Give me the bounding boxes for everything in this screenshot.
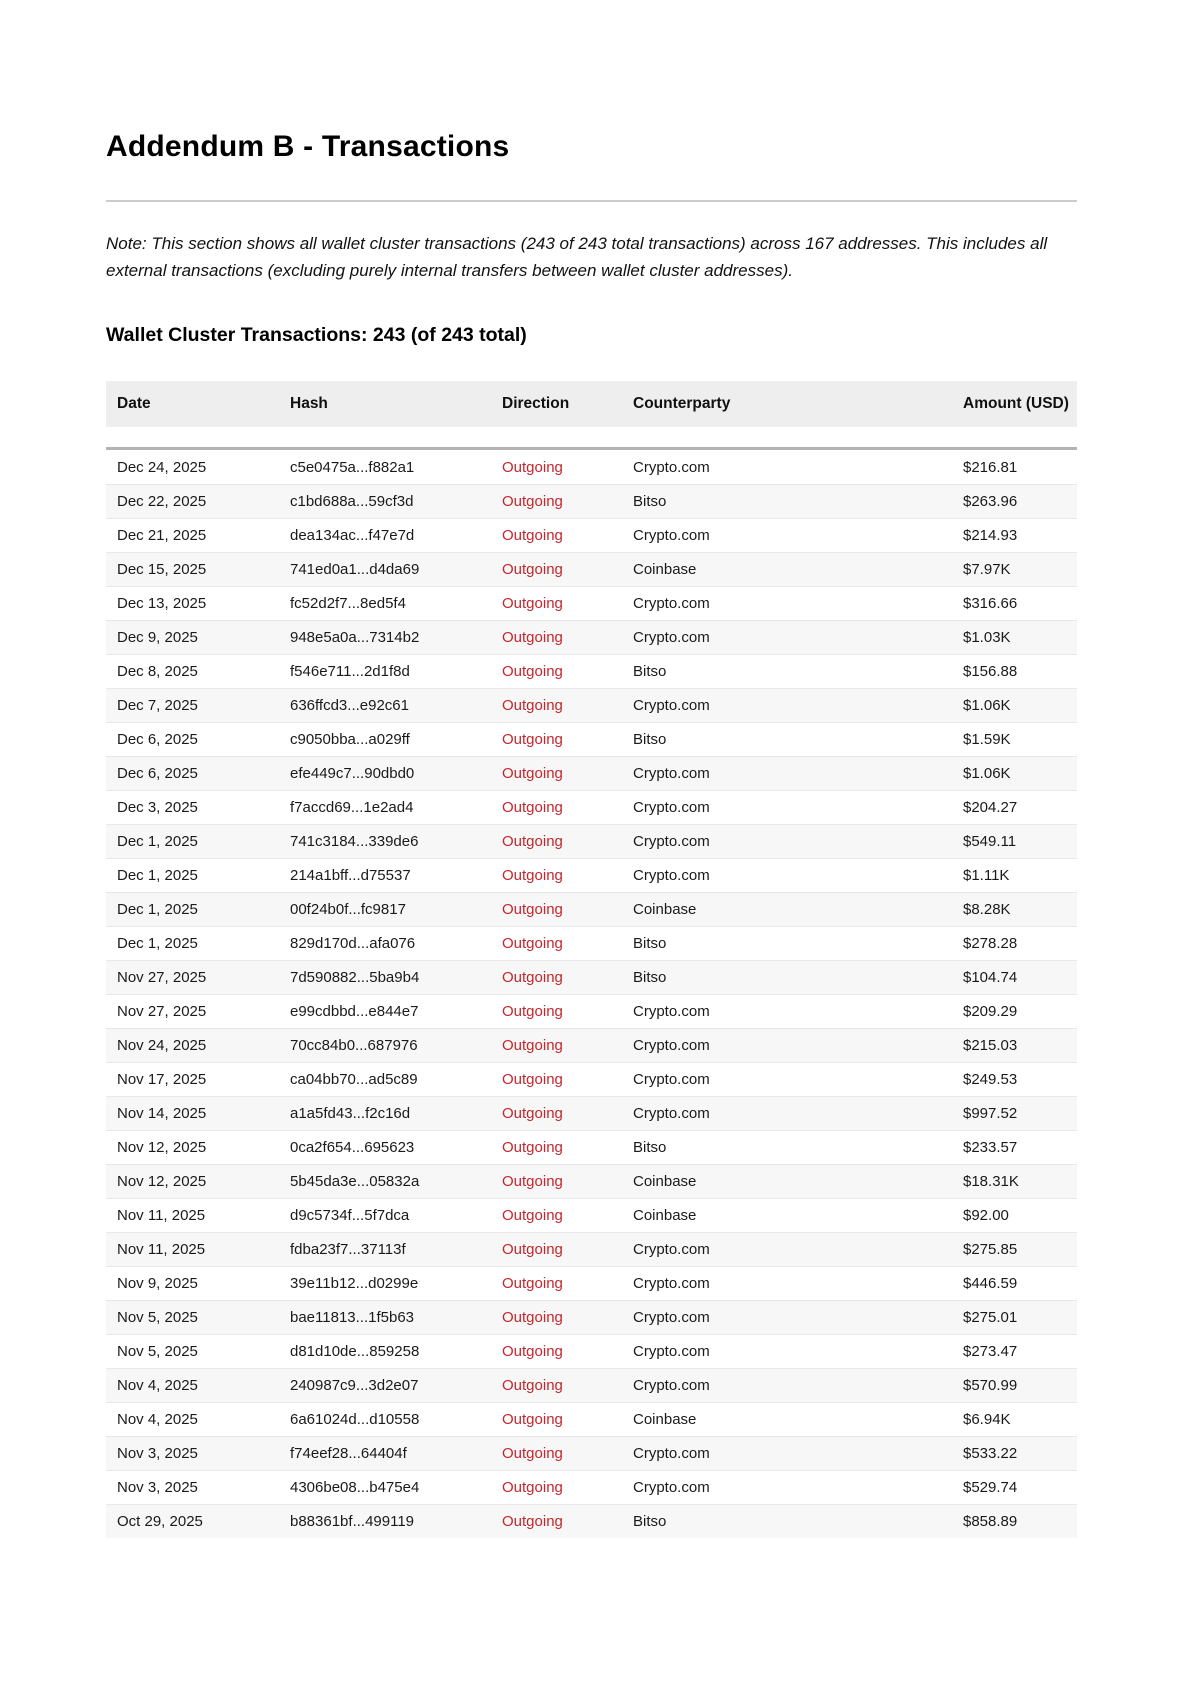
cell-date: Dec 13, 2025: [117, 595, 207, 612]
column-header-date: Date: [117, 395, 151, 412]
cell-direction: Outgoing: [502, 1479, 563, 1496]
cell-hash: c9050bba...a029ff: [290, 731, 410, 748]
table-row: [106, 1096, 1077, 1130]
cell-counterparty: Bitso: [633, 969, 667, 986]
cell-date: Dec 21, 2025: [117, 527, 207, 544]
cell-counterparty: Coinbase: [633, 901, 697, 918]
cell-direction: Outgoing: [502, 697, 563, 714]
transactions-table: [106, 381, 1077, 1538]
cell-counterparty: Crypto.com: [633, 527, 710, 544]
cell-counterparty: Crypto.com: [633, 1105, 710, 1122]
cell-hash: b88361bf...499119: [290, 1513, 415, 1530]
table-row: [106, 858, 1077, 892]
cell-hash: 4306be08...b475e4: [290, 1479, 420, 1496]
cell-hash: 70cc84b0...687976: [290, 1037, 418, 1054]
cell-hash: f7accd69...1e2ad4: [290, 799, 414, 816]
cell-counterparty: Crypto.com: [633, 1377, 710, 1394]
cell-hash: 7d590882...5ba9b4: [290, 969, 420, 986]
cell-direction: Outgoing: [502, 1309, 563, 1326]
cell-date: Nov 14, 2025: [117, 1105, 207, 1122]
cell-date: Dec 9, 2025: [117, 629, 198, 646]
cell-counterparty: Crypto.com: [633, 833, 710, 850]
cell-direction: Outgoing: [502, 1071, 563, 1088]
cell-amount: $275.01: [963, 1309, 1018, 1326]
column-header-counterparty: Counterparty: [633, 395, 731, 412]
cell-direction: Outgoing: [502, 1343, 563, 1360]
cell-direction: Outgoing: [502, 1173, 563, 1190]
cell-counterparty: Coinbase: [633, 1411, 697, 1428]
cell-counterparty: Crypto.com: [633, 799, 710, 816]
cell-counterparty: Bitso: [633, 935, 667, 952]
cell-date: Dec 1, 2025: [117, 833, 198, 850]
cell-amount: $446.59: [963, 1275, 1018, 1292]
cell-direction: Outgoing: [502, 969, 563, 986]
table-row: [106, 1062, 1077, 1096]
cell-hash: 6a61024d...d10558: [290, 1411, 420, 1428]
table-row: [106, 688, 1077, 722]
table-body: [106, 447, 1077, 1538]
table-row: [106, 926, 1077, 960]
cell-hash: 00f24b0f...fc9817: [290, 901, 406, 918]
cell-hash: f74eef28...64404f: [290, 1445, 407, 1462]
cell-date: Nov 12, 2025: [117, 1173, 207, 1190]
cell-hash: f546e711...2d1f8d: [290, 663, 410, 680]
cell-counterparty: Bitso: [633, 663, 667, 680]
table-row: [106, 1164, 1077, 1198]
cell-direction: Outgoing: [502, 1037, 563, 1054]
cell-counterparty: Crypto.com: [633, 1071, 710, 1088]
cell-direction: Outgoing: [502, 1377, 563, 1394]
cell-date: Dec 1, 2025: [117, 901, 198, 918]
cell-hash: 829d170d...afa076: [290, 935, 416, 952]
cell-direction: Outgoing: [502, 561, 563, 578]
cell-amount: $1.06K: [963, 697, 1011, 714]
cell-counterparty: Coinbase: [633, 1207, 697, 1224]
table-row: [106, 654, 1077, 688]
cell-amount: $1.03K: [963, 629, 1011, 646]
cell-counterparty: Crypto.com: [633, 1343, 710, 1360]
table-row: [106, 892, 1077, 926]
cell-hash: 214a1bff...d75537: [290, 867, 411, 884]
table-row: [106, 1300, 1077, 1334]
cell-date: Dec 1, 2025: [117, 867, 198, 884]
table-row: [106, 960, 1077, 994]
table-row: [106, 1504, 1077, 1538]
cell-direction: Outgoing: [502, 935, 563, 952]
cell-hash: d81d10de...859258: [290, 1343, 420, 1360]
cell-direction: Outgoing: [502, 663, 563, 680]
cell-amount: $1.06K: [963, 765, 1011, 782]
cell-direction: Outgoing: [502, 799, 563, 816]
cell-date: Dec 7, 2025: [117, 697, 198, 714]
table-row: [106, 552, 1077, 586]
cell-counterparty: Crypto.com: [633, 1241, 710, 1258]
cell-hash: ca04bb70...ad5c89: [290, 1071, 418, 1088]
cell-date: Dec 1, 2025: [117, 935, 198, 952]
cell-hash: bae11813...1f5b63: [290, 1309, 415, 1326]
cell-direction: Outgoing: [502, 901, 563, 918]
cell-amount: $214.93: [963, 527, 1018, 544]
cell-counterparty: Coinbase: [633, 561, 697, 578]
cell-date: Nov 5, 2025: [117, 1309, 198, 1326]
cell-amount: $858.89: [963, 1513, 1018, 1530]
cell-amount: $7.97K: [963, 561, 1011, 578]
cell-date: Nov 5, 2025: [117, 1343, 198, 1360]
cell-amount: $275.85: [963, 1241, 1018, 1258]
cell-direction: Outgoing: [502, 527, 563, 544]
cell-direction: Outgoing: [502, 1445, 563, 1462]
cell-date: Dec 24, 2025: [117, 458, 207, 476]
cell-direction: Outgoing: [502, 458, 563, 476]
table-row: [106, 756, 1077, 790]
page-title: Addendum B - Transactions: [106, 130, 510, 163]
cell-amount: $6.94K: [963, 1411, 1011, 1428]
cell-amount: $997.52: [963, 1105, 1018, 1122]
cell-direction: Outgoing: [502, 1207, 563, 1224]
cell-counterparty: Crypto.com: [633, 867, 710, 884]
cell-hash: efe449c7...90dbd0: [290, 765, 415, 782]
cell-date: Dec 3, 2025: [117, 799, 198, 816]
cell-direction: Outgoing: [502, 1275, 563, 1292]
cell-amount: $204.27: [963, 799, 1018, 816]
cell-direction: Outgoing: [502, 867, 563, 884]
table-row: [106, 824, 1077, 858]
cell-direction: Outgoing: [502, 1513, 563, 1530]
cell-hash: c1bd688a...59cf3d: [290, 493, 414, 510]
cell-direction: Outgoing: [502, 1411, 563, 1428]
cell-date: Oct 29, 2025: [117, 1513, 203, 1530]
cell-amount: $8.28K: [963, 901, 1011, 918]
section-heading: Wallet Cluster Transactions: 243 (of 243 total): [106, 324, 527, 346]
table-row: [106, 722, 1077, 756]
cell-amount: $92.00: [963, 1207, 1009, 1224]
cell-amount: $549.11: [963, 833, 1017, 850]
cell-counterparty: Crypto.com: [633, 1275, 710, 1292]
cell-amount: $278.28: [963, 935, 1018, 952]
cell-date: Nov 24, 2025: [117, 1037, 207, 1054]
table-row: [106, 1402, 1077, 1436]
column-header-amount: Amount (USD): [963, 395, 1069, 412]
column-header-hash: Hash: [290, 395, 328, 412]
table-row: [106, 994, 1077, 1028]
cell-date: Nov 4, 2025: [117, 1377, 198, 1394]
table-row: [106, 1028, 1077, 1062]
header-gap: [106, 427, 1077, 447]
cell-amount: $209.29: [963, 1003, 1018, 1020]
cell-direction: Outgoing: [502, 731, 563, 748]
cell-date: Dec 6, 2025: [117, 765, 198, 782]
cell-hash: dea134ac...f47e7d: [290, 527, 415, 544]
table-header-row: [106, 381, 1077, 427]
cell-amount: $273.47: [963, 1343, 1018, 1360]
cell-date: Nov 3, 2025: [117, 1479, 198, 1496]
cell-counterparty: Coinbase: [633, 1173, 697, 1190]
cell-hash: 741c3184...339de6: [290, 833, 419, 850]
cell-amount: $216.81: [963, 458, 1018, 476]
cell-counterparty: Bitso: [633, 493, 667, 510]
table-row: [106, 1130, 1077, 1164]
table-row: [106, 620, 1077, 654]
cell-hash: 0ca2f654...695623: [290, 1139, 415, 1156]
cell-hash: e99cdbbd...e844e7: [290, 1003, 419, 1020]
cell-direction: Outgoing: [502, 595, 563, 612]
cell-counterparty: Crypto.com: [633, 595, 710, 612]
table-row: [106, 1198, 1077, 1232]
cell-date: Nov 27, 2025: [117, 969, 207, 986]
cell-amount: $249.53: [963, 1071, 1018, 1088]
cell-amount: $215.03: [963, 1037, 1018, 1054]
cell-hash: c5e0475a...f882a1: [290, 458, 415, 476]
table-row: [106, 586, 1077, 620]
cell-amount: $316.66: [963, 595, 1018, 612]
cell-hash: 948e5a0a...7314b2: [290, 629, 420, 646]
cell-hash: a1a5fd43...f2c16d: [290, 1105, 411, 1122]
cell-hash: 5b45da3e...05832a: [290, 1173, 420, 1190]
table-row: [106, 790, 1077, 824]
table-row: [106, 450, 1077, 484]
cell-hash: fdba23f7...37113f: [290, 1241, 406, 1258]
cell-date: Dec 6, 2025: [117, 731, 198, 748]
cell-counterparty: Crypto.com: [633, 765, 710, 782]
cell-counterparty: Crypto.com: [633, 1479, 710, 1496]
table-row: [106, 1334, 1077, 1368]
cell-hash: 39e11b12...d0299e: [290, 1275, 419, 1292]
cell-counterparty: Crypto.com: [633, 697, 710, 714]
cell-direction: Outgoing: [502, 629, 563, 646]
cell-date: Nov 3, 2025: [117, 1445, 198, 1462]
cell-hash: 240987c9...3d2e07: [290, 1377, 419, 1394]
cell-date: Nov 9, 2025: [117, 1275, 198, 1292]
cell-amount: $570.99: [963, 1377, 1018, 1394]
cell-amount: $156.88: [963, 663, 1018, 680]
cell-amount: $18.31K: [963, 1173, 1019, 1190]
cell-counterparty: Bitso: [633, 1139, 667, 1156]
table-row: [106, 1232, 1077, 1266]
cell-direction: Outgoing: [502, 1003, 563, 1020]
cell-direction: Outgoing: [502, 833, 563, 850]
cell-hash: fc52d2f7...8ed5f4: [290, 595, 406, 612]
cell-amount: $233.57: [963, 1139, 1018, 1156]
note-text: Note: This section shows all wallet cluster transactions (243 of 243 total transactions) across 167 addresses. This includes all external transactions (excluding purely internal transfers between wallet cluster addresses).: [106, 234, 1048, 280]
table-row: [106, 518, 1077, 552]
cell-date: Dec 8, 2025: [117, 663, 198, 680]
cell-counterparty: Crypto.com: [633, 629, 710, 646]
cell-date: Dec 15, 2025: [117, 561, 207, 578]
cell-counterparty: Bitso: [633, 1513, 667, 1530]
table-row: [106, 1266, 1077, 1300]
cell-hash: d9c5734f...5f7dca: [290, 1207, 410, 1224]
cell-date: Nov 12, 2025: [117, 1139, 207, 1156]
cell-counterparty: Crypto.com: [633, 1003, 710, 1020]
table-row: [106, 1368, 1077, 1402]
cell-direction: Outgoing: [502, 493, 563, 510]
cell-hash: 636ffcd3...e92c61: [290, 697, 409, 714]
cell-counterparty: Bitso: [633, 731, 667, 748]
column-header-direction: Direction: [502, 395, 570, 412]
cell-date: Nov 4, 2025: [117, 1411, 198, 1428]
cell-counterparty: Crypto.com: [633, 458, 710, 476]
cell-direction: Outgoing: [502, 1139, 563, 1156]
cell-amount: $104.74: [963, 969, 1018, 986]
cell-date: Nov 17, 2025: [117, 1071, 207, 1088]
title-divider: [106, 200, 1077, 202]
cell-amount: $529.74: [963, 1479, 1018, 1496]
cell-date: Nov 27, 2025: [117, 1003, 207, 1020]
cell-amount: $533.22: [963, 1445, 1018, 1462]
cell-hash: 741ed0a1...d4da69: [290, 561, 420, 578]
cell-amount: $1.11K: [963, 867, 1010, 884]
cell-date: Nov 11, 2025: [117, 1207, 206, 1224]
cell-counterparty: Crypto.com: [633, 1309, 710, 1326]
table-row: [106, 1470, 1077, 1504]
cell-direction: Outgoing: [502, 765, 563, 782]
cell-direction: Outgoing: [502, 1105, 563, 1122]
cell-date: Nov 11, 2025: [117, 1241, 206, 1258]
cell-direction: Outgoing: [502, 1241, 563, 1258]
cell-date: Dec 22, 2025: [117, 493, 207, 510]
table-row: [106, 484, 1077, 518]
cell-amount: $263.96: [963, 493, 1018, 510]
table-row: [106, 1436, 1077, 1470]
cell-counterparty: Crypto.com: [633, 1037, 710, 1054]
cell-counterparty: Crypto.com: [633, 1445, 710, 1462]
cell-amount: $1.59K: [963, 731, 1011, 748]
